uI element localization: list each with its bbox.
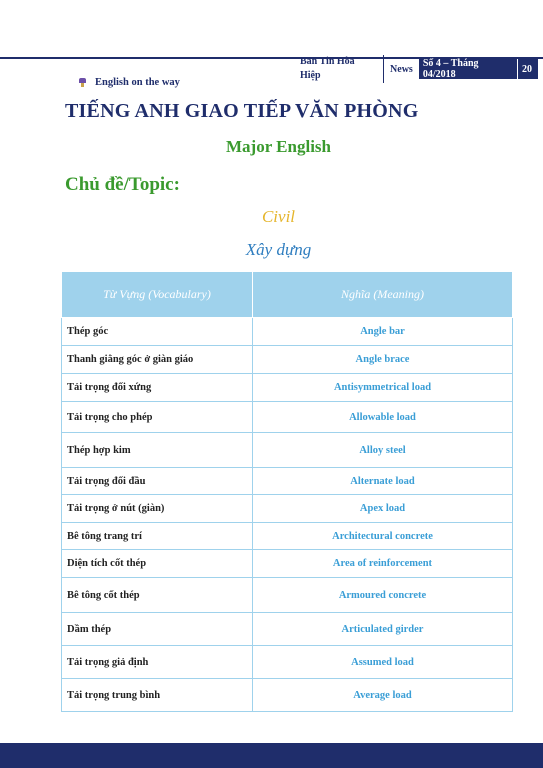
table-row [62,646,513,679]
meaning-cell: Allowable load [253,402,513,433]
vocabulary-cell: Thép hợp kim [62,433,253,468]
meaning-cell: Architectural concrete [253,523,513,550]
table-row [62,578,513,613]
table-row [62,495,513,523]
vocabulary-cell: Tải trọng cho phép [62,402,253,433]
meaning-cell: Angle bar [253,318,513,346]
table-row [62,523,513,550]
table-header-row [62,272,513,318]
table-row [62,433,513,468]
topic-english: Civil [261,207,296,226]
table-row [62,402,513,433]
header-section: News [390,63,413,75]
vocabulary-cell: Tải trọng đối đầu [62,468,253,495]
table-row [62,346,513,374]
vocabulary-cell: Thanh giằng góc ở giàn giáo [62,346,253,374]
meaning-cell: Armoured concrete [253,578,513,613]
page-title: TIẾNG ANH GIAO TIẾP VĂN PHÒNG [65,100,419,122]
vocabulary-cell: Tải trọng trung bình [62,679,253,712]
vocabulary-table [61,271,513,712]
meaning-cell: Alloy steel [253,433,513,468]
page-header [283,56,538,81]
vocabulary-cell: Thép góc [62,318,253,346]
meaning-cell: Antisymmetrical load [253,374,513,402]
meaning-cell: Apex load [253,495,513,523]
column-header-meaning: Nghĩa (Meaning) [253,272,513,318]
section-tag-label: English on the way [95,77,180,88]
vocabulary-cell: Tải trọng ở nút (giàn) [62,495,253,523]
table-row [62,679,513,712]
table-row [62,374,513,402]
meaning-cell: Average load [253,679,513,712]
table-row [62,550,513,578]
vocabulary-cell: Tải trọng giả định [62,646,253,679]
meaning-cell: Assumed load [253,646,513,679]
header-issue: Số 4 – Tháng 04/2018 [419,59,517,79]
vocabulary-cell: Diện tích cốt thép [62,550,253,578]
header-brand: Bản Tin Hòa Hiệp [283,55,384,83]
table-row [62,468,513,495]
vocabulary-cell: Bê tông cốt thép [62,578,253,613]
footer-bar [0,743,543,768]
topic-vietnamese: Xây dựng [245,240,312,259]
vocabulary-cell: Bê tông trang trí [62,523,253,550]
table-row [62,318,513,346]
topic-label: Chủ đề/Topic: [65,174,180,195]
section-tag [78,77,180,88]
table-row [62,613,513,646]
column-header-vocabulary: Từ Vựng (Vocabulary) [62,272,253,318]
meaning-cell: Angle brace [253,346,513,374]
meaning-cell: Articulated girder [253,613,513,646]
vocabulary-cell: Dầm thép [62,613,253,646]
page-number: 20 [518,59,538,79]
meaning-cell: Alternate load [253,468,513,495]
vocabulary-cell: Tải trọng đối xứng [62,374,253,402]
subject-heading: Major English [225,137,331,156]
pushpin-icon [78,78,87,87]
meaning-cell: Area of reinforcement [253,550,513,578]
